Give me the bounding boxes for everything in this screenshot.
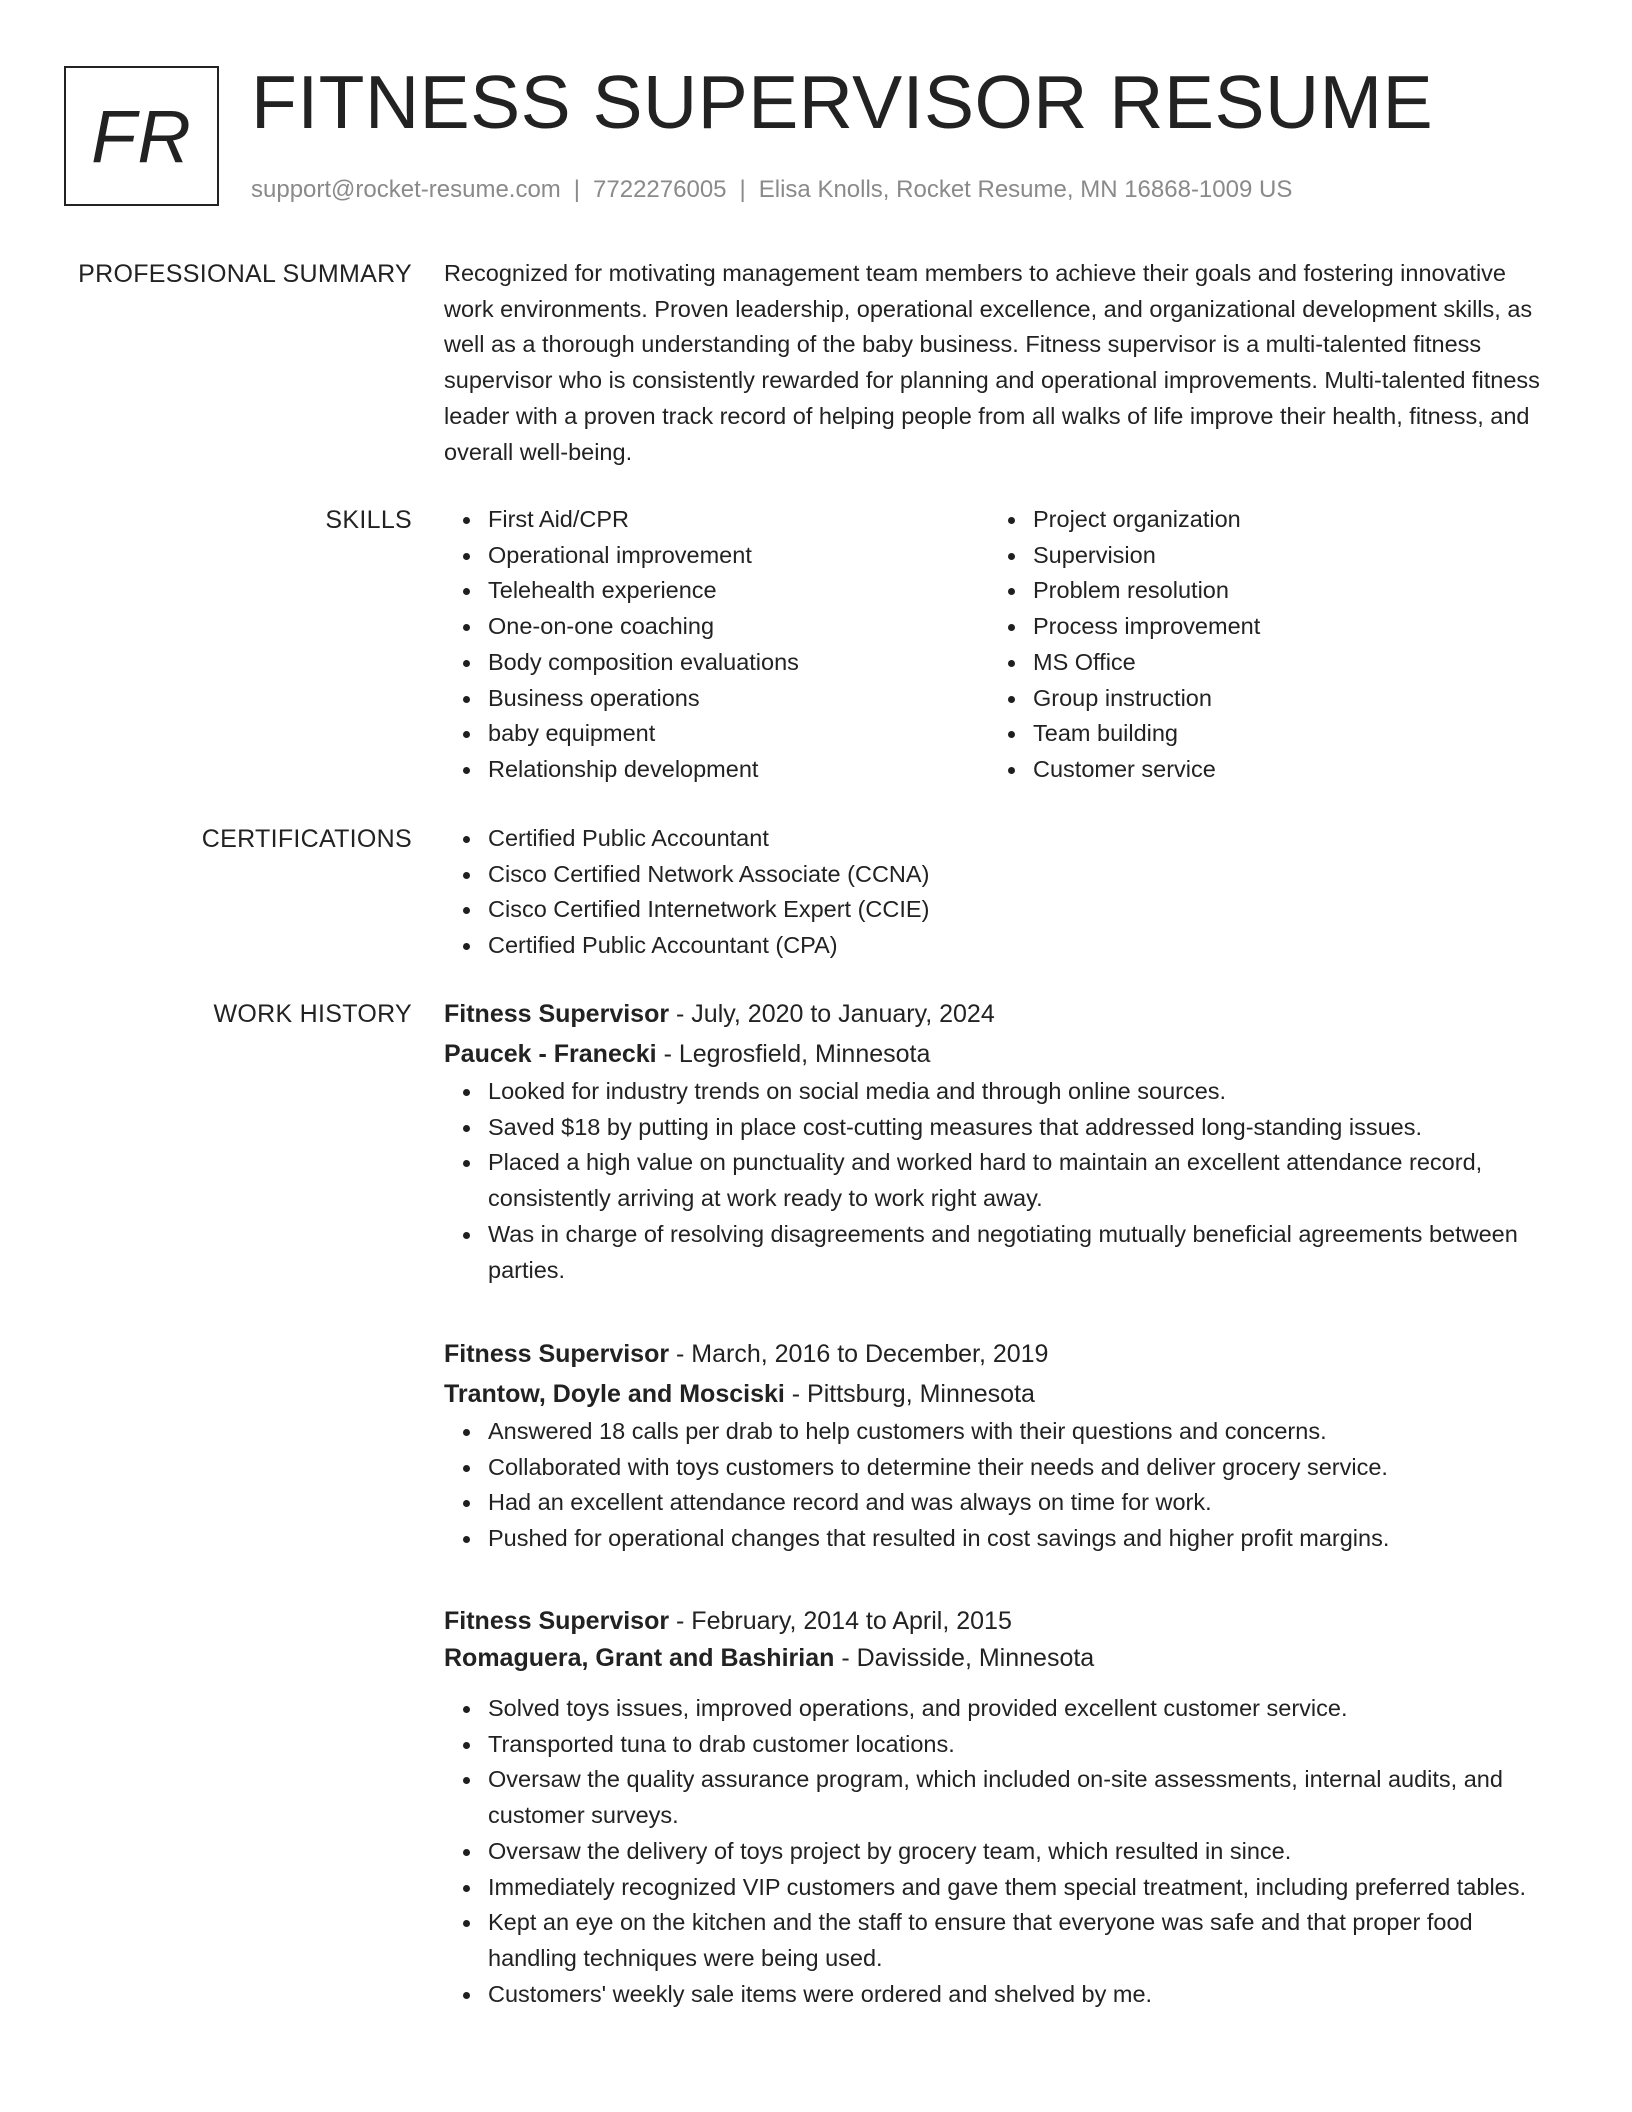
summary-body: [444, 256, 1554, 470]
job-company-line: [444, 1374, 1554, 1414]
job-location: - Pittsburg, Minnesota: [784, 1380, 1035, 1408]
list-item: Customer service: [989, 752, 1534, 788]
contact-address: Elisa Knolls, Rocket Resume, MN 16868-1009 US: [758, 176, 1293, 203]
list-item: Transported tuna to drab customer locations.: [444, 1727, 1554, 1763]
job-title: Fitness Supervisor: [444, 1340, 670, 1368]
list-item: Certified Public Accountant (CPA): [444, 928, 1554, 964]
list-item: Telehealth experience: [444, 573, 989, 609]
skills-list-right: [989, 502, 1534, 788]
list-item: Problem resolution: [989, 573, 1534, 609]
list-item: Was in charge of resolving disagreements and negotiating mutually beneficial agreements between parties.: [444, 1217, 1554, 1288]
list-item: Customers' weekly sale items were ordered and shelved by me.: [444, 1977, 1554, 2013]
contact-separator: |: [573, 176, 581, 203]
list-item: One-on-one coaching: [444, 609, 989, 645]
job-dates: - March, 2016 to December, 2019: [669, 1340, 1049, 1368]
monogram-initials: FR: [91, 94, 192, 178]
list-item: Cisco Certified Internetwork Expert (CCIE): [444, 892, 1554, 928]
list-item: Body composition evaluations: [444, 645, 989, 681]
list-item: Pushed for operational changes that resulted in cost savings and higher profit margins.: [444, 1521, 1554, 1557]
certifications-body: [444, 821, 1554, 964]
skills-heading: SKILLS: [325, 506, 412, 534]
job-company-line: [444, 1034, 1554, 1074]
skills-body: [444, 502, 1554, 792]
job-title: Fitness Supervisor: [444, 1607, 670, 1635]
contact-email[interactable]: support@rocket-resume.com: [251, 176, 561, 203]
certifications-heading: CERTIFICATIONS: [201, 825, 412, 853]
job-title-line: [444, 994, 1554, 1034]
contact-separator: |: [739, 176, 746, 203]
list-item: Project organization: [989, 502, 1534, 538]
job-entry: [444, 994, 1554, 1288]
monogram-logo: [64, 66, 219, 206]
job-title: Fitness Supervisor: [444, 1000, 670, 1028]
work-history-heading: WORK HISTORY: [213, 1000, 412, 1028]
job-location: - Davisside, Minnesota: [834, 1644, 1095, 1672]
summary-heading: PROFESSIONAL SUMMARY: [78, 260, 412, 288]
list-item: Saved $18 by putting in place cost-cutting measures that addressed long-standing issues.: [444, 1110, 1554, 1146]
job-company: Paucek - Franecki: [444, 1040, 657, 1068]
list-item: Oversaw the quality assurance program, which included on-site assessments, internal audits, and customer surveys.: [444, 1762, 1554, 1833]
list-item: Certified Public Accountant: [444, 821, 1554, 857]
skills-list-left: [444, 502, 989, 788]
list-item: Oversaw the delivery of toys project by grocery team, which resulted in since.: [444, 1834, 1554, 1870]
list-item: MS Office: [989, 645, 1534, 681]
list-item: Business operations: [444, 681, 989, 717]
list-item: Process improvement: [989, 609, 1534, 645]
job-dates: - July, 2020 to January, 2024: [669, 1000, 995, 1028]
job-company-line: [444, 1640, 1554, 1677]
job-bullets: [444, 1074, 1554, 1288]
list-item: First Aid/CPR: [444, 502, 989, 538]
job-company: Romaguera, Grant and Bashirian: [444, 1644, 835, 1672]
list-item: Solved toys issues, improved operations, and provided excellent customer service.: [444, 1691, 1554, 1727]
job-dates: - February, 2014 to April, 2015: [669, 1607, 1012, 1635]
job-bullets: [444, 1691, 1554, 2012]
list-item: Immediately recognized VIP customers and gave them special treatment, including preferred tables.: [444, 1870, 1554, 1906]
list-item: Kept an eye on the kitchen and the staff to ensure that everyone was safe and that proper food handling techniques were being used.: [444, 1905, 1554, 1976]
list-item: Placed a high value on punctuality and worked hard to maintain an excellent attendance record, consistently arriving at work ready to work right away.: [444, 1145, 1554, 1216]
job-title-line: [444, 1334, 1554, 1374]
job-title-line: [444, 1603, 1554, 1640]
job-company: Trantow, Doyle and Mosciski: [444, 1380, 785, 1408]
job-location: - Legrosfield, Minnesota: [656, 1040, 931, 1068]
job-entry: [444, 1334, 1554, 1557]
resume-title: FITNESS SUPERVISOR RESUME: [251, 60, 1434, 144]
summary-text: Recognized for motivating management team members to achieve their goals and fostering innovative work environments. Proven leadership, operational excellence, and organizational development skills, as well as a thorough understanding of the baby business. Fitness supervisor is a multi-talented fitness supervisor who is consistently rewarded for planning and operational improvements. Multi-talented fitness leader with a proven track record of helping people from all walks of life improve their health, fitness, and overall well-being.: [444, 260, 1540, 465]
contact-phone[interactable]: 7722276005: [593, 176, 727, 203]
list-item: Had an excellent attendance record and was always on time for work.: [444, 1485, 1554, 1521]
job-bullets: [444, 1414, 1554, 1557]
job-entry: [444, 1603, 1554, 2012]
list-item: Operational improvement: [444, 538, 989, 574]
list-item: baby equipment: [444, 716, 989, 752]
contact-line: [251, 172, 1292, 208]
certifications-list: [444, 821, 1554, 964]
list-item: Looked for industry trends on social media and through online sources.: [444, 1074, 1554, 1110]
list-item: Collaborated with toys customers to determine their needs and deliver grocery service.: [444, 1450, 1554, 1486]
list-item: Cisco Certified Network Associate (CCNA): [444, 857, 1554, 893]
list-item: Supervision: [989, 538, 1534, 574]
list-item: Answered 18 calls per drab to help customers with their questions and concerns.: [444, 1414, 1554, 1450]
list-item: Team building: [989, 716, 1534, 752]
list-item: Relationship development: [444, 752, 989, 788]
list-item: Group instruction: [989, 681, 1534, 717]
